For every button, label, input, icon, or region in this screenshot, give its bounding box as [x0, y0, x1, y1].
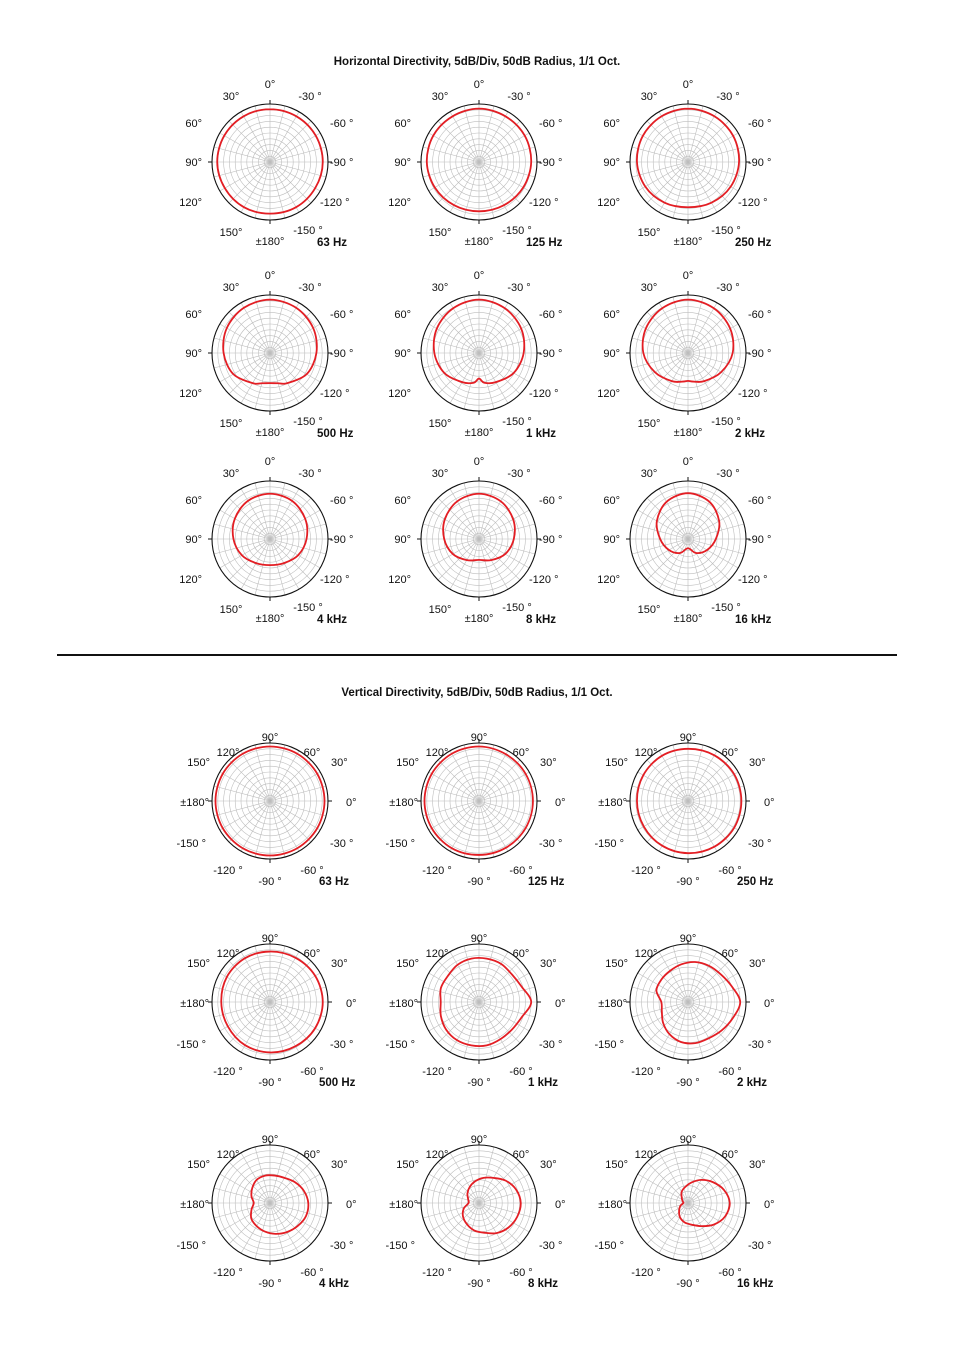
angle-label-top-right: 60° [512, 948, 530, 960]
angle-label-mid-right: 0° [764, 1199, 775, 1211]
polar-plot-horizontal-2-khz [580, 245, 796, 461]
angle-label-upper-right: 30° [749, 958, 766, 970]
angle-label-upper-left: 60° [394, 309, 411, 321]
angle-label-upper-left: 150° [396, 757, 419, 769]
angle-label-top-right: 60° [721, 1149, 739, 1161]
angle-label-mid-left: ±180° [598, 1199, 627, 1211]
polar-plot-horizontal-63-hz [162, 54, 378, 270]
angle-label-top-right: -30 ° [298, 91, 322, 103]
angle-label-bottom-left: -120 ° [631, 865, 661, 877]
grid-spokes [421, 295, 537, 411]
angle-label-lower-left: 120° [388, 197, 411, 209]
angle-label-top-left: 30° [640, 282, 658, 294]
angle-label-lower-left: -150 ° [176, 1039, 206, 1051]
grid-spokes [212, 104, 328, 220]
polar-plot-vertical-1-khz [371, 894, 587, 1110]
angle-label-bottom: -90 ° [467, 876, 491, 888]
frequency-label: 16 kHz [737, 1278, 774, 1290]
angle-label-upper-right: -60 ° [748, 495, 772, 507]
angle-label-top-right: 60° [303, 1149, 321, 1161]
polar-plot-vertical-125-hz [371, 693, 587, 909]
angle-label-top-left: 120° [216, 1149, 240, 1161]
angle-label-top: 0° [682, 79, 694, 91]
frequency-label: 63 Hz [317, 237, 348, 249]
angle-label-upper-right: -60 ° [330, 118, 354, 130]
angle-label-mid-left: 90° [603, 348, 620, 360]
angle-label-top-left: 30° [222, 468, 240, 480]
polar-plot-vertical-4-khz [162, 1095, 378, 1311]
polar-plot-horizontal-16-khz [580, 431, 796, 647]
polar-plot-vertical-16-khz [580, 1095, 796, 1311]
angle-label-lower-left: 120° [388, 388, 411, 400]
angle-label-bottom-left: -120 ° [422, 865, 452, 877]
angle-label-top-right: -30 ° [298, 282, 322, 294]
angle-label-top-right: -30 ° [298, 468, 322, 480]
angle-label-bottom-left: -120 ° [213, 865, 243, 877]
angle-label-bottom-left: 150° [219, 227, 243, 239]
angle-label-lower-right: -30 ° [748, 1039, 772, 1051]
frequency-label: 63 Hz [319, 876, 350, 888]
angle-label-bottom: ±180° [464, 236, 494, 248]
angle-label-mid-left: 90° [185, 348, 202, 360]
angle-label-bottom-right: -150 ° [293, 225, 323, 237]
angle-label-upper-right: -60 ° [330, 309, 354, 321]
polar-plot-horizontal-4-khz [162, 431, 378, 647]
grid-spokes [630, 481, 746, 597]
angle-label-lower-right: -120 ° [738, 388, 768, 400]
grid-spokes [421, 1145, 537, 1261]
polar-plot-vertical-500-hz [162, 894, 378, 1110]
angle-label-mid-right: 0° [346, 1199, 357, 1211]
angle-label-lower-left: -150 ° [594, 1240, 624, 1252]
frequency-label: 8 kHz [528, 1278, 559, 1290]
polar-plot-vertical-2-khz [580, 894, 796, 1110]
horizontal-directivity-title: Horizontal Directivity, 5dB/Div, 50dB Radius, 1/1 Oct. [333, 56, 621, 68]
angle-label-bottom-left: -120 ° [631, 1066, 661, 1078]
section-divider [57, 654, 897, 656]
angle-label-lower-right: -30 ° [539, 838, 563, 850]
angle-label-lower-right: -120 ° [320, 197, 350, 209]
angle-label-bottom-right: -60 ° [509, 1267, 533, 1279]
angle-label-lower-right: -30 ° [330, 1240, 354, 1252]
angle-label-bottom-right: -60 ° [718, 1267, 742, 1279]
angle-label-bottom-left: -120 ° [422, 1267, 452, 1279]
angle-label-upper-right: 30° [331, 757, 348, 769]
angle-label-upper-right: 30° [540, 757, 557, 769]
angle-label-mid-left: ±180° [389, 1199, 418, 1211]
angle-label-top-left: 120° [634, 948, 658, 960]
frequency-label: 125 Hz [528, 876, 565, 888]
grid-spokes [212, 743, 328, 859]
angle-label-top-right: -30 ° [716, 91, 740, 103]
grid-spokes [630, 104, 746, 220]
angle-label-upper-right: -60 ° [539, 495, 563, 507]
angle-label-mid-right: 0° [346, 797, 357, 809]
angle-label-top-right: -30 ° [507, 282, 531, 294]
polar-plot-horizontal-125-hz [371, 54, 587, 270]
angle-label-top: 0° [264, 79, 276, 91]
angle-label-bottom: ±180° [255, 427, 285, 439]
angle-label-lower-left: -150 ° [594, 1039, 624, 1051]
angle-label-top: 90° [679, 1134, 697, 1146]
angle-label-top-left: 120° [216, 948, 240, 960]
frequency-label: 500 Hz [317, 428, 354, 440]
directivity-curve [251, 1175, 308, 1234]
vertical-directivity-title: Vertical Directivity, 5dB/Div, 50dB Radius, 1/1 Oct. [341, 687, 613, 699]
grid-spokes [630, 1145, 746, 1261]
angle-label-mid-right: 0° [764, 797, 775, 809]
angle-label-lower-left: 120° [179, 574, 202, 586]
angle-label-top-right: 60° [512, 1149, 530, 1161]
angle-label-bottom-right: -60 ° [718, 1066, 742, 1078]
angle-label-bottom-right: -150 ° [711, 416, 741, 428]
angle-label-lower-left: -150 ° [385, 838, 415, 850]
frequency-label: 250 Hz [737, 876, 774, 888]
angle-label-top-right: 60° [303, 747, 321, 759]
angle-label-mid-right: -90 ° [539, 534, 563, 546]
angle-label-upper-left: 150° [396, 958, 419, 970]
angle-label-top-left: 30° [431, 282, 449, 294]
angle-label-upper-left: 60° [394, 495, 411, 507]
angle-label-top-left: 30° [431, 468, 449, 480]
angle-label-upper-left: 150° [396, 1159, 419, 1171]
angle-label-top-right: 60° [303, 948, 321, 960]
angle-label-upper-left: 60° [603, 495, 620, 507]
grid-spokes [212, 1145, 328, 1261]
angle-label-bottom: ±180° [673, 236, 703, 248]
angle-label-bottom-right: -150 ° [293, 602, 323, 614]
angle-label-lower-right: -120 ° [738, 574, 768, 586]
angle-label-bottom-left: 150° [428, 418, 452, 430]
angle-label-lower-right: -120 ° [529, 574, 559, 586]
angle-label-mid-right: 0° [346, 998, 357, 1010]
angle-label-lower-left: 120° [597, 388, 620, 400]
angle-label-bottom-right: -150 ° [502, 602, 532, 614]
angle-label-bottom-right: -60 ° [509, 865, 533, 877]
angle-label-mid-right: -90 ° [330, 534, 354, 546]
angle-label-top-left: 30° [640, 91, 658, 103]
grid-spokes [421, 743, 537, 859]
angle-label-lower-left: -150 ° [594, 838, 624, 850]
angle-label-top-left: 30° [640, 468, 658, 480]
angle-label-bottom-right: -60 ° [300, 865, 324, 877]
angle-label-mid-right: -90 ° [330, 348, 354, 360]
angle-label-mid-left: 90° [394, 534, 411, 546]
angle-label-top-left: 120° [425, 948, 449, 960]
angle-label-mid-right: 0° [764, 998, 775, 1010]
angle-label-upper-left: 150° [187, 757, 210, 769]
angle-label-mid-left: 90° [603, 157, 620, 169]
angle-label-bottom-left: 150° [428, 227, 452, 239]
angle-label-lower-left: 120° [597, 197, 620, 209]
frequency-label: 16 kHz [735, 614, 772, 626]
angle-label-bottom-left: 150° [637, 227, 661, 239]
angle-label-top: 90° [261, 732, 279, 744]
angle-label-top-left: 120° [425, 1149, 449, 1161]
angle-label-bottom-left: -120 ° [631, 1267, 661, 1279]
angle-label-top: 90° [679, 732, 697, 744]
angle-label-upper-left: 60° [185, 118, 202, 130]
angle-label-top-right: -30 ° [716, 282, 740, 294]
angle-label-lower-left: -150 ° [176, 838, 206, 850]
grid-spokes [421, 104, 537, 220]
angle-label-bottom-left: -120 ° [213, 1267, 243, 1279]
angle-label-lower-left: -150 ° [176, 1240, 206, 1252]
frequency-label: 1 kHz [526, 428, 557, 440]
polar-plot-horizontal-500-hz [162, 245, 378, 461]
grid-spokes [421, 944, 537, 1060]
angle-label-upper-right: 30° [331, 958, 348, 970]
frequency-label: 2 kHz [737, 1077, 768, 1089]
angle-label-lower-left: 120° [597, 574, 620, 586]
angle-label-bottom-left: 150° [219, 604, 243, 616]
angle-label-bottom-left: 150° [637, 604, 661, 616]
angle-label-mid-left: ±180° [180, 998, 209, 1010]
angle-label-bottom: ±180° [255, 236, 285, 248]
angle-label-top: 0° [473, 79, 485, 91]
angle-label-mid-right: 0° [555, 1199, 566, 1211]
angle-label-bottom-left: 150° [219, 418, 243, 430]
angle-label-mid-right: 0° [555, 998, 566, 1010]
polar-plot-horizontal-1-khz [371, 245, 587, 461]
angle-label-bottom: -90 ° [258, 1077, 282, 1089]
angle-label-upper-left: 150° [605, 757, 628, 769]
angle-label-mid-left: 90° [394, 348, 411, 360]
angle-label-top: 90° [261, 933, 279, 945]
polar-plot-vertical-8-khz [371, 1095, 587, 1311]
angle-label-upper-right: -60 ° [330, 495, 354, 507]
angle-label-top-left: 30° [222, 91, 240, 103]
angle-label-mid-left: 90° [185, 157, 202, 169]
grid-spokes [630, 295, 746, 411]
frequency-label: 4 kHz [319, 1278, 350, 1290]
angle-label-bottom-right: -60 ° [300, 1267, 324, 1279]
angle-label-top-right: -30 ° [507, 91, 531, 103]
angle-label-bottom-right: -60 ° [509, 1066, 533, 1078]
angle-label-mid-left: 90° [603, 534, 620, 546]
angle-label-lower-right: -120 ° [738, 197, 768, 209]
angle-label-top-right: 60° [721, 747, 739, 759]
angle-label-lower-right: -30 ° [539, 1240, 563, 1252]
angle-label-bottom-right: -150 ° [711, 602, 741, 614]
angle-label-bottom-right: -150 ° [502, 416, 532, 428]
angle-label-bottom: -90 ° [258, 876, 282, 888]
angle-label-upper-left: 60° [185, 309, 202, 321]
angle-label-upper-left: 60° [603, 309, 620, 321]
angle-label-bottom: ±180° [673, 427, 703, 439]
angle-label-lower-right: -30 ° [539, 1039, 563, 1051]
angle-label-upper-right: 30° [540, 1159, 557, 1171]
angle-label-top: 90° [470, 732, 488, 744]
angle-label-upper-left: 150° [605, 958, 628, 970]
angle-label-bottom: -90 ° [676, 1278, 700, 1290]
angle-label-top-right: 60° [512, 747, 530, 759]
angle-label-upper-right: -60 ° [539, 309, 563, 321]
angle-label-top-left: 120° [216, 747, 240, 759]
angle-label-bottom-left: 150° [637, 418, 661, 430]
angle-label-lower-left: 120° [179, 197, 202, 209]
angle-label-bottom-right: -60 ° [718, 865, 742, 877]
angle-label-upper-right: 30° [749, 757, 766, 769]
angle-label-top: 90° [679, 933, 697, 945]
angle-label-mid-right: -90 ° [748, 348, 772, 360]
angle-label-lower-right: -30 ° [748, 1240, 772, 1252]
angle-label-mid-left: ±180° [389, 797, 418, 809]
angle-label-upper-right: -60 ° [748, 118, 772, 130]
angle-label-bottom-right: -150 ° [293, 416, 323, 428]
grid-spokes [630, 743, 746, 859]
angle-label-bottom-left: 150° [428, 604, 452, 616]
frequency-label: 2 kHz [735, 428, 766, 440]
angle-label-lower-left: 120° [179, 388, 202, 400]
angle-label-mid-left: 90° [185, 534, 202, 546]
angle-label-top-left: 120° [425, 747, 449, 759]
angle-label-top-left: 120° [634, 747, 658, 759]
angle-label-mid-right: -90 ° [748, 534, 772, 546]
angle-label-mid-left: ±180° [180, 797, 209, 809]
angle-label-lower-right: -30 ° [330, 1039, 354, 1051]
angle-label-top-left: 30° [431, 91, 449, 103]
angle-label-mid-left: ±180° [389, 998, 418, 1010]
angle-label-top: 0° [682, 456, 694, 468]
grid-spokes [212, 295, 328, 411]
grid-spokes [212, 944, 328, 1060]
angle-label-upper-right: -60 ° [748, 309, 772, 321]
angle-label-top: 90° [470, 933, 488, 945]
angle-label-top: 0° [264, 270, 276, 282]
frequency-label: 4 kHz [317, 614, 348, 626]
angle-label-bottom-left: -120 ° [422, 1066, 452, 1078]
polar-plot-vertical-250-hz [580, 693, 796, 909]
angle-label-bottom: ±180° [464, 427, 494, 439]
angle-label-lower-left: -150 ° [385, 1039, 415, 1051]
angle-label-bottom: -90 ° [467, 1077, 491, 1089]
grid-spokes [421, 481, 537, 597]
angle-label-top-left: 120° [634, 1149, 658, 1161]
angle-label-bottom: ±180° [673, 613, 703, 625]
angle-label-lower-right: -120 ° [320, 388, 350, 400]
angle-label-bottom: -90 ° [676, 876, 700, 888]
angle-label-bottom-left: -120 ° [213, 1066, 243, 1078]
angle-label-lower-left: 120° [388, 574, 411, 586]
angle-label-bottom: -90 ° [467, 1278, 491, 1290]
angle-label-lower-right: -30 ° [748, 838, 772, 850]
grid-spokes [212, 481, 328, 597]
angle-label-top: 0° [473, 456, 485, 468]
angle-label-mid-left: ±180° [598, 797, 627, 809]
angle-label-top: 90° [470, 1134, 488, 1146]
frequency-label: 1 kHz [528, 1077, 559, 1089]
angle-label-upper-left: 60° [394, 118, 411, 130]
angle-label-upper-left: 60° [185, 495, 202, 507]
angle-label-upper-right: 30° [331, 1159, 348, 1171]
angle-label-mid-left: ±180° [598, 998, 627, 1010]
angle-label-lower-right: -120 ° [320, 574, 350, 586]
angle-label-bottom: ±180° [255, 613, 285, 625]
angle-label-bottom-right: -60 ° [300, 1066, 324, 1078]
angle-label-top: 0° [473, 270, 485, 282]
angle-label-bottom-right: -150 ° [502, 225, 532, 237]
angle-label-upper-right: 30° [749, 1159, 766, 1171]
polar-plot-horizontal-250-hz [580, 54, 796, 270]
angle-label-lower-right: -120 ° [529, 197, 559, 209]
polar-plot-vertical-63-hz [162, 693, 378, 909]
angle-label-lower-right: -120 ° [529, 388, 559, 400]
angle-label-top-left: 30° [222, 282, 240, 294]
angle-label-mid-right: -90 ° [539, 157, 563, 169]
angle-label-top: 0° [264, 456, 276, 468]
angle-label-mid-right: -90 ° [539, 348, 563, 360]
angle-label-top: 90° [261, 1134, 279, 1146]
angle-label-upper-right: 30° [540, 958, 557, 970]
angle-label-upper-left: 150° [187, 958, 210, 970]
angle-label-bottom-right: -150 ° [711, 225, 741, 237]
angle-label-upper-left: 60° [603, 118, 620, 130]
polar-plot-horizontal-8-khz [371, 431, 587, 647]
frequency-label: 125 Hz [526, 237, 563, 249]
angle-label-mid-right: -90 ° [330, 157, 354, 169]
angle-label-mid-right: 0° [555, 797, 566, 809]
angle-label-bottom: ±180° [464, 613, 494, 625]
angle-label-top-right: -30 ° [507, 468, 531, 480]
angle-label-bottom: -90 ° [258, 1278, 282, 1290]
frequency-label: 500 Hz [319, 1077, 356, 1089]
angle-label-lower-left: -150 ° [385, 1240, 415, 1252]
angle-label-top-right: -30 ° [716, 468, 740, 480]
angle-label-mid-left: 90° [394, 157, 411, 169]
angle-label-bottom: -90 ° [676, 1077, 700, 1089]
frequency-label: 8 kHz [526, 614, 557, 626]
angle-label-lower-right: -30 ° [330, 838, 354, 850]
angle-label-mid-right: -90 ° [748, 157, 772, 169]
angle-label-top-right: 60° [721, 948, 739, 960]
frequency-label: 250 Hz [735, 237, 772, 249]
angle-label-upper-left: 150° [187, 1159, 210, 1171]
angle-label-upper-left: 150° [605, 1159, 628, 1171]
angle-label-top: 0° [682, 270, 694, 282]
angle-label-upper-right: -60 ° [539, 118, 563, 130]
angle-label-mid-left: ±180° [180, 1199, 209, 1211]
